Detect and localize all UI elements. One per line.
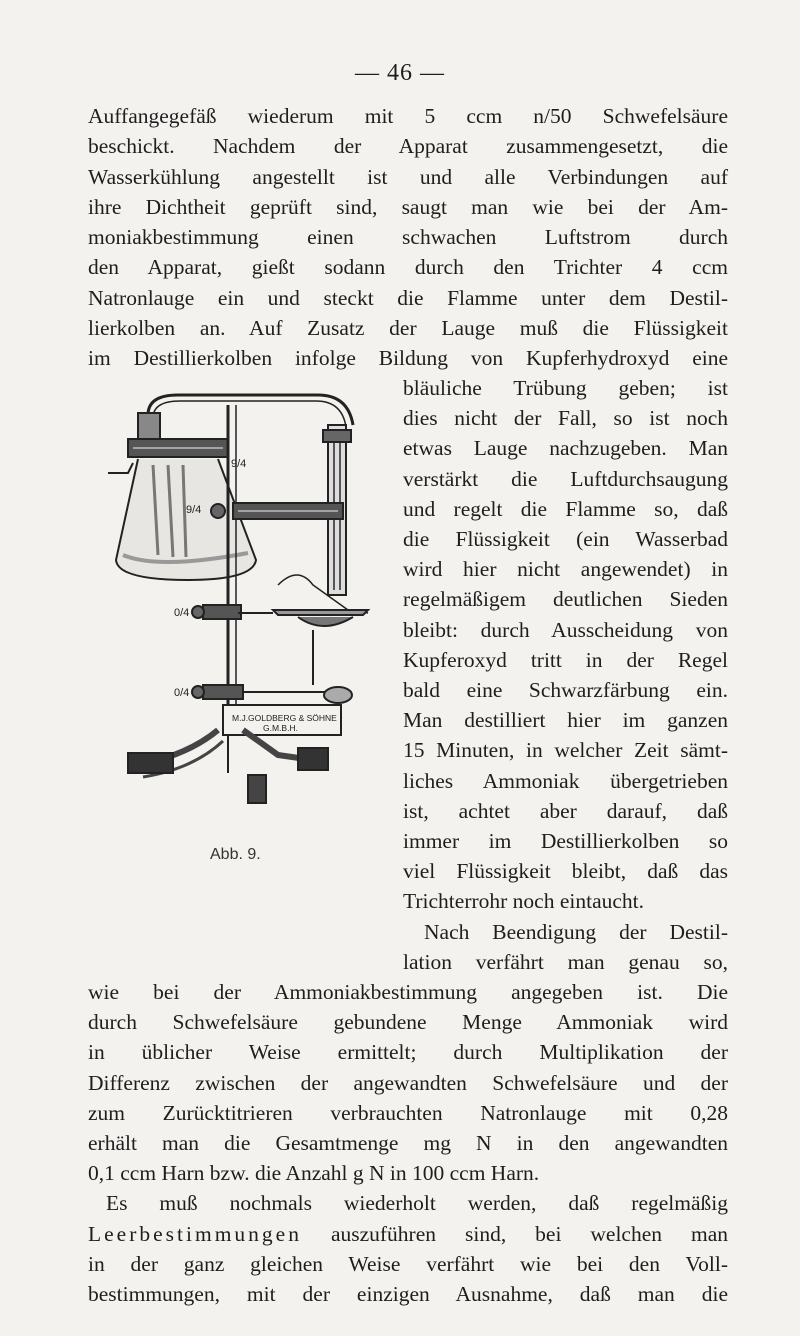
text-line: bleibt: durch Ausscheidung von	[403, 618, 728, 642]
page-number: — 46 —	[355, 60, 445, 86]
figure-label: 0/4	[174, 607, 190, 619]
text-line: den Apparat, gießt sodann durch den Trichter 4 ccm	[88, 255, 728, 279]
text-line: lation verfährt man genau so,	[403, 950, 728, 974]
text-line: dies nicht der Fall, so ist noch	[403, 406, 728, 430]
text-line: Trichterrohr noch eintaucht.	[403, 889, 645, 913]
distillation-apparatus-figure	[98, 385, 380, 805]
text-line: immer im Destillierkolben so	[403, 829, 728, 853]
text-line: und regelt die Flamme so, daß	[403, 497, 728, 521]
text-line: beschickt. Nachdem der Apparat zusammengesetzt, die	[88, 134, 728, 158]
text-line: bläuliche Trübung geben; ist	[403, 376, 728, 400]
text-line: bald eine Schwarzfärbung ein.	[403, 678, 728, 702]
text-line: 15 Minuten, in welcher Zeit sämt-	[403, 738, 728, 762]
text-line: in üblicher Weise ermittelt; durch Multiplikation der	[88, 1040, 728, 1064]
text-line: Nach Beendigung der Destil-	[424, 920, 728, 944]
text-line: wie bei der Ammoniakbestimmung angegeben ist. Die	[88, 980, 728, 1004]
text-line: moniakbestimmung einen schwachen Luftstrom durch	[88, 225, 728, 249]
text-line: Kupferoxyd tritt in der Regel	[403, 648, 728, 672]
text-line	[88, 1219, 728, 1249]
spaced-term: Leerbestimmungen	[88, 1222, 302, 1246]
text-line: Man destilliert hier im ganzen	[403, 708, 728, 732]
text-line: Natronlauge ein und steckt die Flamme unter dem Destil-	[88, 286, 728, 310]
text-span: auszuführen sind, bei welchen man	[301, 1222, 728, 1246]
figure-maker-line-2: G.M.B.H.	[263, 723, 298, 733]
text-line: erhält man die Gesamtmenge mg N in den angewandten	[88, 1131, 728, 1155]
text-line: die Flüssigkeit (ein Wasserbad	[403, 527, 728, 551]
text-line: etwas Lauge nachzugeben. Man	[403, 436, 728, 460]
figure-caption: Abb. 9.	[210, 846, 261, 863]
text-line: 0,1 ccm Harn bzw. die Anzahl g N in 100 ccm Harn.	[88, 1161, 540, 1185]
text-line: durch Schwefelsäure gebundene Menge Ammoniak wird	[88, 1010, 728, 1034]
text-line: in der ganz gleichen Weise verfährt wie bei den Voll-	[88, 1252, 728, 1276]
text-line: viel Flüssigkeit bleibt, daß das	[403, 859, 728, 883]
text-line: ihre Dichtheit geprüft sind, saugt man wie bei der Am-	[88, 195, 728, 219]
text-line: verstärkt die Luftdurchsaugung	[403, 467, 728, 491]
text-line: liches Ammoniak übergetrieben	[403, 769, 728, 793]
text-line: Es muß nochmals wiederholt werden, daß regelmäßig	[106, 1191, 728, 1215]
figure-label: 0/4	[174, 687, 190, 699]
text-line: bestimmungen, mit der einzigen Ausnahme, daß man die	[88, 1282, 728, 1306]
text-line: wird hier nicht angewendet) in	[403, 557, 728, 581]
text-line: Differenz zwischen der angewandten Schwefelsäure und der	[88, 1071, 728, 1095]
text-line: lierkolben an. Auf Zusatz der Lauge muß die Flüssigkeit	[88, 316, 728, 340]
text-line: ist, achtet aber darauf, daß	[403, 799, 728, 823]
figure-label: 9/4	[186, 504, 202, 516]
text-line: im Destillierkolben infolge Bildung von Kupferhydroxyd eine	[88, 346, 728, 370]
text-line: Wasserkühlung angestellt ist und alle Verbindungen auf	[88, 165, 728, 189]
text-line: regelmäßigem deutlichen Sieden	[403, 587, 728, 611]
text-line: zum Zurücktitrieren verbrauchten Natronlauge mit 0,28	[88, 1101, 728, 1125]
figure-maker-line-1: M.J.GOLDBERG & SÖHNE	[232, 713, 337, 723]
text-line: Auffangegefäß wiederum mit 5 ccm n/50 Schwefelsäure	[88, 104, 728, 128]
figure-label: 9/4	[231, 458, 247, 470]
apparatus-drawing	[108, 395, 368, 803]
